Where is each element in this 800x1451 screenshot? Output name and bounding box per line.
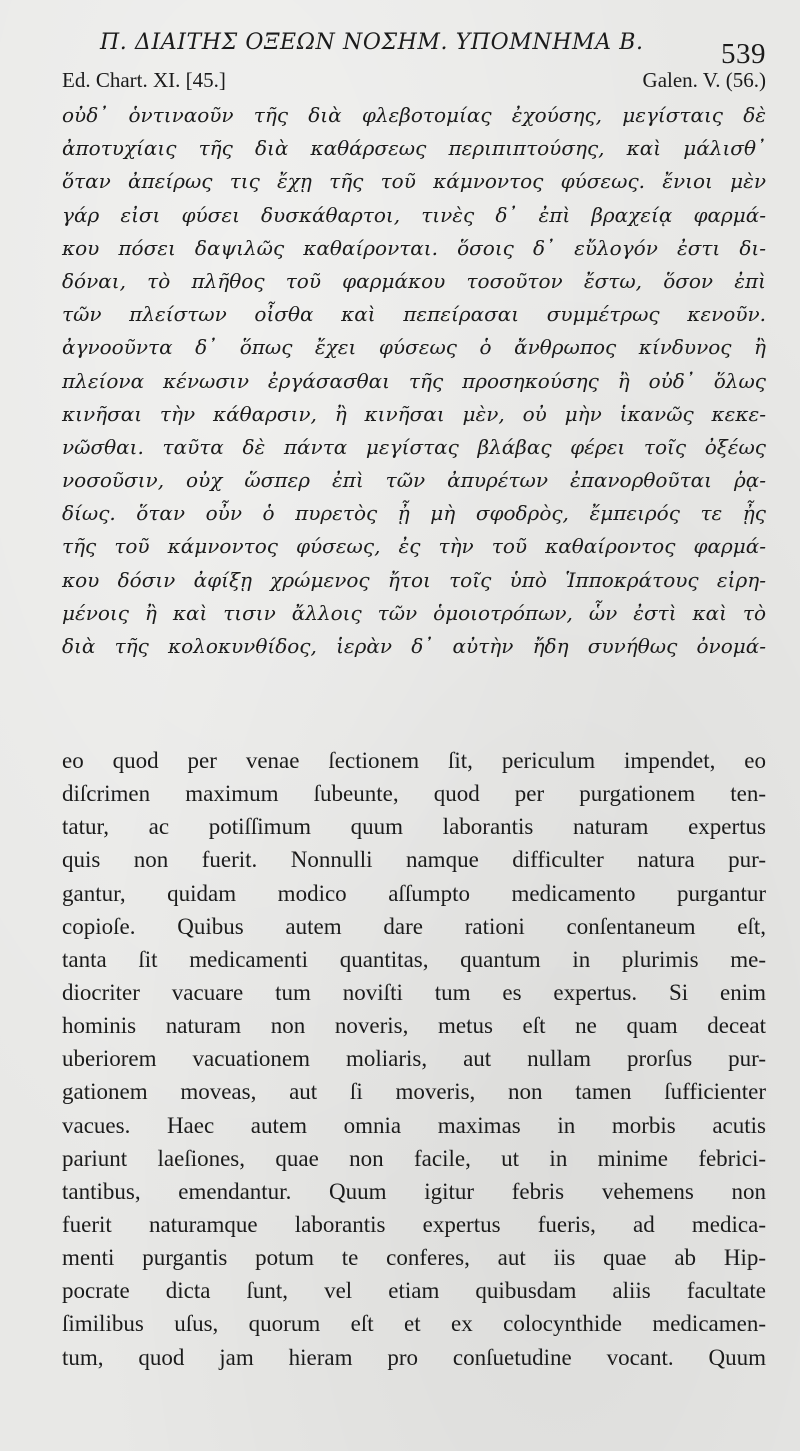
latin-line: pariunt laeſiones, quae non facile, ut in minime febrici- [62, 1145, 766, 1171]
latin-line: uberiorem vacuationem moliaris, aut nullam prorſus pur- [62, 1046, 766, 1072]
latin-line: tantibus, emendantur. Quum igitur febris vehemens non [62, 1178, 766, 1204]
latin-line: tanta ſit medicamenti quantitas, quantum in plurimis me- [62, 946, 766, 972]
greek-line: νοσοῦσιν, οὐχ ὥσπερ ἐπὶ τῶν ἀπυρέτων ἐπανορθοῦται ῥᾳ- [62, 468, 766, 493]
edition-reference-line [62, 68, 766, 98]
page-number: 539 [721, 38, 766, 70]
running-title: Π. ΔΙΑΙΤΗΣ ΟΞΕΩΝ ΝΟΣΗΜ. ΥΠΟΜΝΗΜΑ Β. [100, 30, 644, 55]
latin-line: hominis naturam non noveris, metus eſt ne quam deceat [62, 1013, 766, 1039]
latin-line: copioſe. Quibus autem dare rationi conſentaneum eſt, [62, 913, 766, 939]
chartier-reference: Ed. Chart. XI. [45.] [62, 68, 226, 92]
greek-line: τῆς τοῦ κάμνοντος φύσεως, ἐς τὴν τοῦ καθαίροντος φαρμά- [62, 534, 766, 559]
latin-line: ſimilibus uſus, quorum eſt et ex colocynthide medicamen- [62, 1311, 766, 1337]
greek-line: ὅταν ἀπείρως τις ἔχῃ τῆς τοῦ κάμνοντος φύσεως. ἔνιοι μὲν [62, 169, 766, 194]
greek-line: μένοις ἢ καὶ τισιν ἄλλοις τῶν ὁμοιοτρόπων, ὧν ἐστὶ καὶ τὸ [62, 600, 766, 625]
greek-line: δίως. ὅταν οὖν ὁ πυρετὸς ᾖ μὴ σφοδρὸς, ἔμπειρός τε ᾖς [62, 501, 766, 526]
latin-line: tum, quod jam hieram pro conſuetudine vocant. Quum [62, 1344, 766, 1370]
greek-line: πλείονα κένωσιν ἐργάσασθαι τῆς προσηκούσης ἢ οὐδ᾽ ὅλως [62, 368, 766, 393]
greek-line: κου πόσει δαψιλῶς καθαίρονται. ὅσοις δ᾽ εὔλογόν ἐστι δι- [62, 235, 766, 260]
greek-line: οὐδ᾽ ὁντιναοῦν τῆς διὰ φλεβοτομίας ἐχούσης, μεγίσταις δὲ [62, 103, 766, 127]
latin-line: diocriter vacuare tum noviſti tum es expertus. Si enim [62, 979, 766, 1005]
greek-line: γάρ εἰσι φύσει δυσκάθαρτοι, τινὲς δ᾽ ἐπὶ βραχείᾳ φαρμά- [62, 202, 766, 227]
latin-line: quis non fuerit. Nonnulli namque difficulter natura pur- [62, 847, 766, 873]
latin-line: gantur, quidam modico aſſumpto medicamento purgantur [62, 880, 766, 906]
greek-text-block [62, 99, 766, 663]
greek-line: δόναι, τὸ πλῆθος τοῦ φαρμάκου τοσοῦτον ἔστω, ὅσον ἐπὶ [62, 268, 766, 293]
latin-line: gationem moveas, aut ſi moveris, non tamen ſufficienter [62, 1079, 766, 1105]
latin-line: pocrate dicta ſunt, vel etiam quibusdam aliis facultate [62, 1278, 766, 1304]
latin-line: tatur, ac potiſſimum quum laborantis naturam expertus [62, 814, 766, 840]
greek-line: νῶσθαι. ταῦτα δὲ πάντα μεγίστας βλάβας φέρει τοῖς ὀξέως [62, 434, 766, 459]
latin-line: menti purgantis potum te conferes, aut iis quae ab Hip- [62, 1245, 766, 1271]
latin-line: fuerit naturamque laborantis expertus fueris, ad medica- [62, 1211, 766, 1237]
latin-text-block [62, 744, 766, 1374]
greek-line: ἀποτυχίαις τῆς διὰ καθάρσεως περιπιπτούσης, καὶ μάλισθ᾽ [62, 136, 766, 161]
greek-line: διὰ τῆς κολοκυνθίδος, ἱερὰν δ᾽ αὐτὴν ἤδη συνήθως ὀνομά- [62, 634, 766, 658]
greek-line: κινῆσαι τὴν κάθαρσιν, ἢ κινῆσαι μὲν, οὐ μὴν ἱκανῶς κεκε- [62, 401, 766, 426]
latin-line: eo quod per venae ſectionem ſit, periculum impendet, eo [62, 748, 766, 773]
kuehn-reference: Galen. V. (56.) [642, 68, 766, 92]
latin-line: diſcrimen maximum ſubeunte, quod per purgationem ten- [62, 781, 766, 807]
greek-line: ἀγνοοῦντα δ᾽ ὅπως ἔχει φύσεως ὁ ἄνθρωπος κίνδυνος ἢ [62, 335, 766, 360]
latin-line: vacues. Haec autem omnia maximas in morbis acutis [62, 1112, 766, 1138]
greek-line: τῶν πλείστων οἶσθα καὶ πεπείρασαι συμμέτρως κενοῦν. [62, 302, 766, 327]
greek-line: κου δόσιν ἀφίξῃ χρώμενος ἤτοι τοῖς ὑπὸ Ἱπποκράτους εἰρη- [62, 567, 766, 592]
